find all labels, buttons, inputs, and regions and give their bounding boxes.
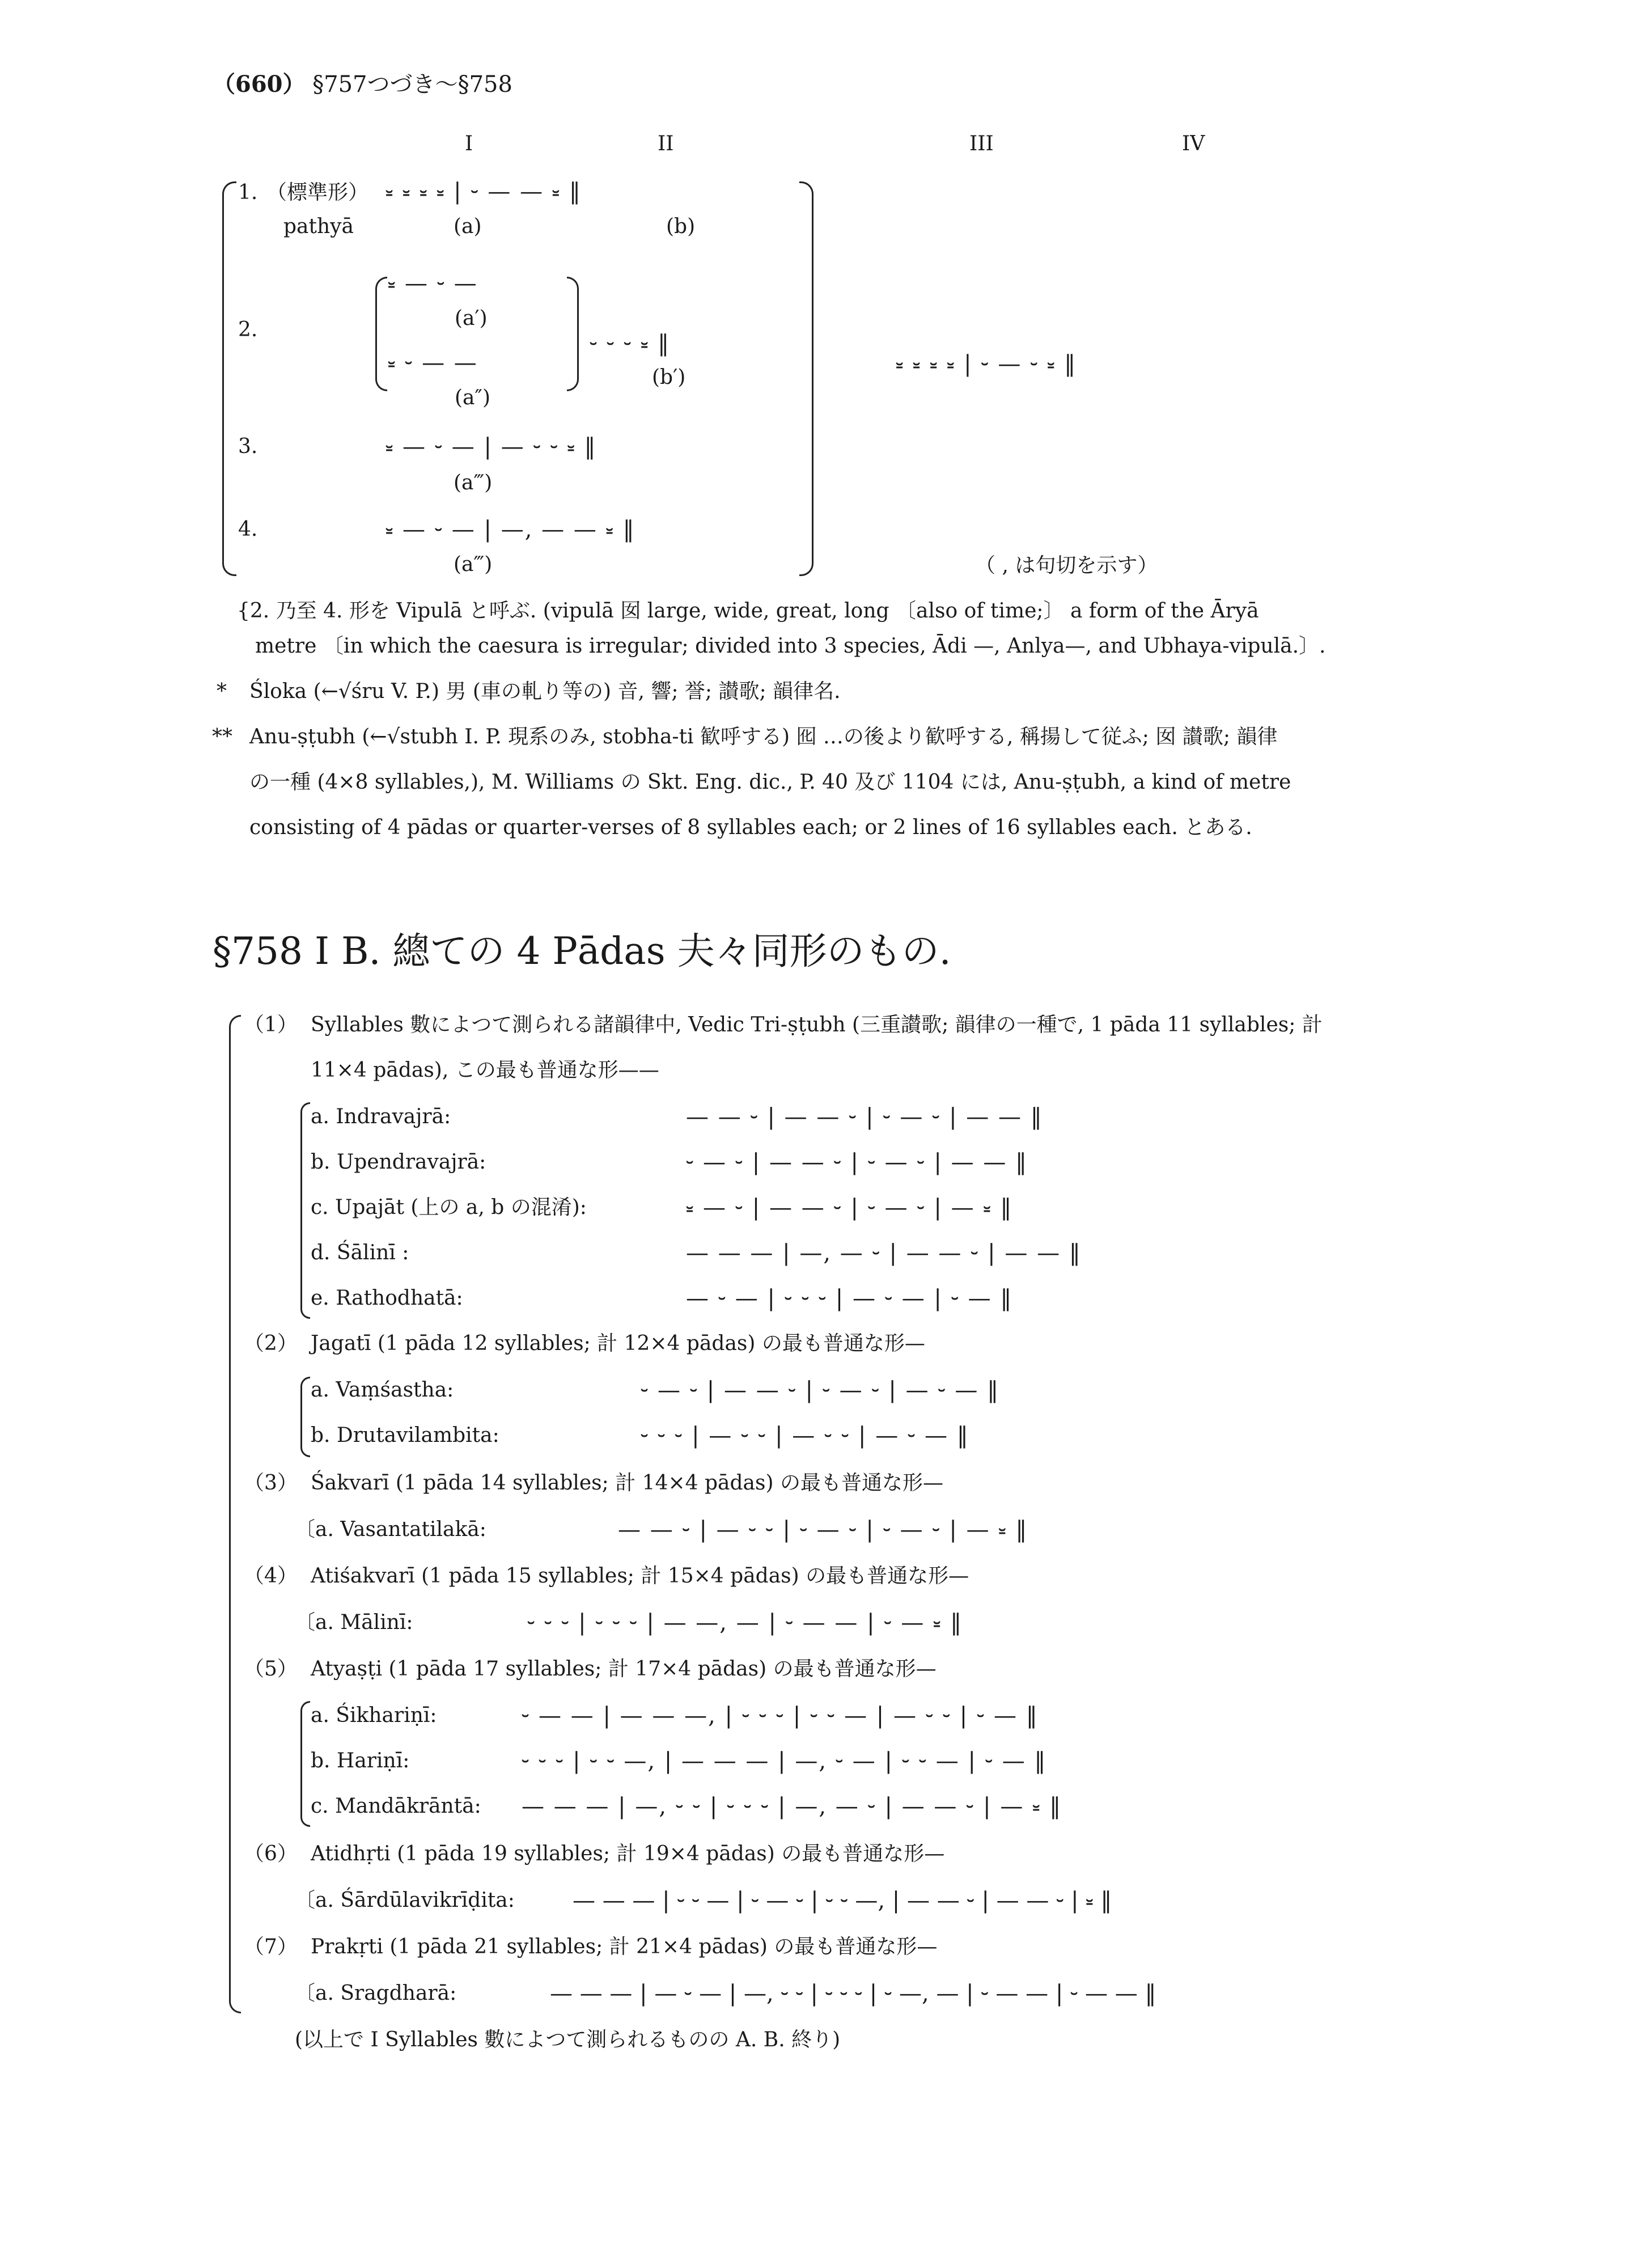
vipula4-a: (a‴) (454, 553, 493, 576)
group1-item-d-meter: — — — | —, — ⏑ | — — ⏑ | — — ‖ (686, 1240, 1082, 1266)
group5-item-a-label: a. Śikhariṇī: (311, 1704, 437, 1727)
pathya-label: （標準形） (266, 181, 369, 204)
group1-description-2: 11×4 pādas), この最も普通な形—— (311, 1059, 659, 1082)
vipula4-meter: ⏓ — ⏑ — | —, — — ⏓ ‖ (385, 517, 635, 543)
page-number: （660） (213, 71, 306, 98)
vipula-note-line2: metre 〔in which the caesura is irregular; divided into 3 species, Ādi —, Anlya—, and Ubhaya-vipulā.〕. (255, 634, 1326, 658)
column3-meter: ⏓ ⏓ ⏓ ⏓ | ⏑ — ⏑ ⏓ ‖ (896, 351, 1077, 377)
group1-item-a-label: a. Indravajrā: (311, 1105, 451, 1128)
group2-item-a-label: a. Vaṃśastha: (311, 1378, 454, 1402)
group1-item-a-meter: — — ⏑ | — — ⏑ | ⏑ — ⏑ | — — ‖ (686, 1104, 1043, 1130)
vipula3-a: (a‴) (454, 471, 493, 494)
group1-item-c-meter: ⏓ — ⏑ | — — ⏑ | ⏑ — ⏑ | — ⏓ ‖ (686, 1195, 1013, 1221)
pathya-a: (a) (454, 215, 482, 238)
group5-item-a-meter: ⏑ — — | — — —, | ⏑ ⏑ ⏑ | ⏑ ⏑ — | — ⏑ ⏑ | ⏑ — ‖ (522, 1703, 1039, 1729)
pathya-number: 1. (238, 181, 258, 204)
group5-description: Atyaṣṭi (1 pāda 17 syllables; 計 17×4 pādas) の最も普通な形— (311, 1657, 937, 1681)
page-header (213, 70, 512, 99)
vipula4-number: 4. (238, 518, 258, 541)
table-right-brace (799, 181, 813, 576)
closing-note: (以上で I Syllables 數によつて測られるものの A. B. 終り) (295, 2028, 841, 2051)
group2-item-a-meter: ⏑ — ⏑ | — — ⏑ | ⏑ — ⏑ | — ⏑ — ‖ (641, 1377, 1000, 1403)
table-left-brace (222, 181, 236, 576)
group5-item-b-meter: ⏑ ⏑ ⏑ | ⏑ ⏑ —, | — — — | —, ⏑ — | ⏑ ⏑ — | ⏑ — ‖ (522, 1748, 1047, 1774)
vipula2-number: 2. (238, 318, 258, 341)
group1-item-c-label: c. Upajāt (上の a, b の混淆): (311, 1196, 587, 1219)
sloka-mark: * (217, 680, 227, 703)
group5-item-c-meter: — — — | —, ⏑ ⏑ | ⏑ ⏑ ⏑ | —, — ⏑ | — — ⏑ | — ⏓ ‖ (522, 1793, 1062, 1820)
pathya-name: pathyā (283, 215, 354, 238)
vipula2-b1: (b′) (652, 366, 686, 389)
vipula3-number: 3. (238, 435, 258, 458)
group6-description: Atidhṛti (1 pāda 19 syllables; 計 19×4 pādas) の最も普通な形— (311, 1842, 945, 1865)
group7-number: （7） (244, 1935, 298, 1958)
group1-item-b-label: b. Upendravajrā: (311, 1150, 486, 1174)
group5-item-b-label: b. Hariṇī: (311, 1749, 410, 1772)
group1-items-bracket (300, 1102, 310, 1319)
vipula2-a1: (a′) (455, 307, 488, 330)
column-header-1: I (465, 132, 473, 155)
group3-item-a-label: 〔a. Vasantatilakā: (295, 1518, 486, 1541)
group4-description: Atiśakvarī (1 pāda 15 syllables; 計 15×4 pādas) の最も普通な形— (311, 1564, 969, 1588)
column-header-3: III (969, 132, 994, 155)
anustubh-note-line2: の一種 (4×8 syllables,), M. Williams の Skt. Eng. dic., P. 40 及び 1104 には, Anu-ṣṭubh, a kind of metre (249, 771, 1291, 794)
vipula2-a2: (a″) (455, 386, 490, 409)
anustubh-note-line3: consisting of 4 pādas or quarter-verses of 8 syllables each; or 2 lines of 16 syllables each. とある. (249, 816, 1252, 839)
section-758-heading: §758 I B. 總ての 4 Pādas 夫々同形のもの. (213, 929, 951, 973)
vipula3-meter: ⏓ — ⏑ — | — ⏑ ⏑ ⏓ ‖ (385, 434, 597, 460)
anustubh-mark: ** (212, 725, 232, 748)
group3-description: Śakvarī (1 pāda 14 syllables; 計 14×4 pādas) の最も普通な形— (311, 1471, 943, 1495)
groups-left-bracket (229, 1015, 241, 2013)
group1-item-e-label: e. Rathodhatā: (311, 1287, 463, 1310)
vipula2-inner-left-brace (375, 277, 387, 391)
group2-description: Jagatī (1 pāda 12 syllables; 計 12×4 pādas) の最も普通な形— (311, 1332, 925, 1355)
sloka-note: Śloka (←√śru V. P.) 男 (車の軋り等の) 音, 響; 誉; 讃歌; 韻律名. (249, 680, 841, 703)
group4-number: （4） (244, 1564, 298, 1588)
group3-number: （3） (244, 1471, 298, 1495)
group1-item-b-meter: ⏑ — ⏑ | — — ⏑ | ⏑ — ⏑ | — — ‖ (686, 1149, 1028, 1175)
vipula2-right-meter: ⏑ ⏑ ⏑ ⏓ ‖ (590, 331, 671, 357)
group6-number: （6） (244, 1842, 298, 1865)
group4-item-a-label: 〔a. Mālinī: (295, 1611, 413, 1634)
section-reference: §757つづき〜§758 (312, 71, 512, 98)
column-header-2: II (658, 132, 674, 155)
group7-item-a-meter: — — — | — ⏑ — | —, ⏑ ⏑ | ⏑ ⏑ ⏑ | ⏑ —, — | ⏑ — — | ⏑ — — ‖ (550, 1981, 1156, 2007)
group6-item-a-label: 〔a. Śārdūlavikrīḍita: (295, 1889, 515, 1912)
group2-number: （2） (244, 1332, 298, 1355)
group2-items-bracket (300, 1377, 310, 1457)
group1-item-d-label: d. Śālinī : (311, 1241, 409, 1264)
group3-item-a-meter: — — ⏑ | — ⏑ ⏑ | ⏑ — ⏑ | ⏑ — ⏑ | — ⏓ ‖ (618, 1517, 1028, 1543)
anustubh-note-line1: Anu-ṣṭubh (←√stubh I. P. 現系のみ, stobha-ti 歓呼する) 囮 …の後より歓呼する, 稱揚して従ふ; 囡 讃歌; 韻律 (249, 725, 1278, 748)
group5-item-c-label: c. Mandākrāntā: (311, 1795, 481, 1818)
group1-number: （1） (244, 1013, 298, 1036)
pathya-b: (b) (666, 215, 696, 238)
group1-description: Syllables 數によつて測られる諸韻律中, Vedic Tri-ṣṭubh (三重讃歌; 韻律の一種で, 1 pāda 11 syllables; 計 (311, 1013, 1323, 1036)
group5-items-bracket (300, 1701, 310, 1827)
group7-item-a-label: 〔a. Sragdharā: (295, 1982, 457, 2005)
vipula-note-line1: {2. 乃至 4. 形を Vipulā と呼ぶ. (vipulā 囡 large, wide, great, long 〔also of time;〕 a form of the Āryā (237, 599, 1259, 623)
group1-item-e-meter: — ⏑ — | ⏑ ⏑ ⏑ | — ⏑ — | ⏑ — ‖ (686, 1285, 1013, 1311)
vipula2-inner-right-brace (567, 277, 579, 391)
vipula2-top-meter: ⏓ — ⏑ — (388, 270, 478, 297)
group6-item-a-meter: — — — | ⏑ ⏑ — | ⏑ — ⏑ | ⏑ ⏑ —, | — — ⏑ | — — ⏑ | ⏓ ‖ (573, 1888, 1112, 1914)
group4-item-a-meter: ⏑ ⏑ ⏑ | ⏑ ⏑ ⏑ | — —, — | ⏑ — — | ⏑ — ⏓ ‖ (527, 1610, 963, 1636)
group2-item-b-label: b. Drutavilambita: (311, 1424, 499, 1447)
vipula2-bottom-meter: ⏓ ⏑ — — (388, 350, 478, 376)
pathya-meter: ⏓ ⏓ ⏓ ⏓ | ⏑ — — ⏓ ‖ (385, 179, 582, 205)
group7-description: Prakṛti (1 pāda 21 syllables; 計 21×4 pādas) の最も普通な形— (311, 1935, 938, 1958)
group2-item-b-meter: ⏑ ⏑ ⏑ | — ⏑ ⏑ | — ⏑ ⏑ | — ⏑ — ‖ (641, 1423, 969, 1449)
group5-number: （5） (244, 1657, 298, 1681)
column-header-4: IV (1182, 132, 1205, 155)
caesura-note: （ , は句切を示す） (975, 554, 1158, 577)
